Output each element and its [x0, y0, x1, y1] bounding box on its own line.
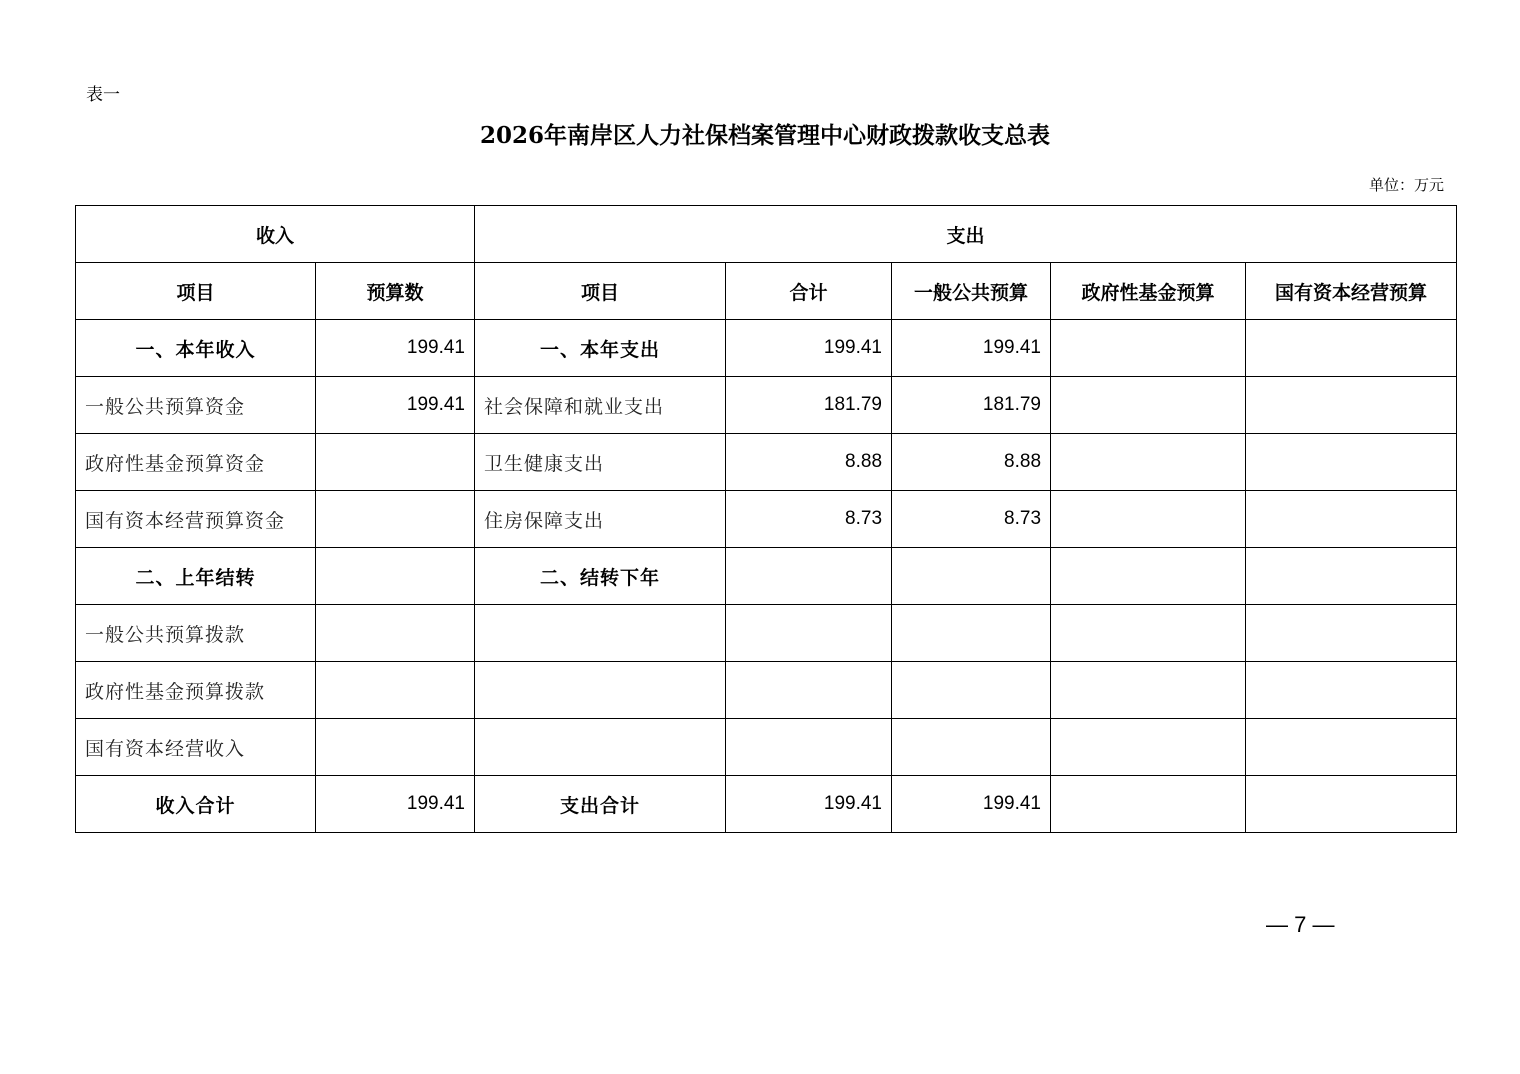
expense-general: 199.41	[892, 776, 1051, 833]
expense-general	[892, 662, 1051, 719]
expense-total	[726, 548, 892, 605]
expense-capital	[1246, 320, 1457, 377]
header-income-item: 项目	[76, 263, 316, 320]
expense-general	[892, 719, 1051, 776]
expense-capital	[1246, 491, 1457, 548]
unit-label: 单位：万元	[1368, 176, 1444, 194]
expense-capital	[1246, 776, 1457, 833]
income-item: 一般公共预算拨款	[76, 605, 316, 662]
expense-general: 199.41	[892, 320, 1051, 377]
expense-total: 8.88	[726, 434, 892, 491]
expense-capital	[1246, 719, 1457, 776]
expense-capital	[1246, 605, 1457, 662]
page-number: — 7 —	[1266, 912, 1335, 937]
table-row	[76, 719, 1457, 776]
expense-capital	[1246, 434, 1457, 491]
expense-fund	[1051, 434, 1246, 491]
expense-total-label: 支出合计	[475, 776, 726, 833]
table-row	[76, 377, 1457, 434]
budget-table	[75, 205, 1457, 833]
expense-item: 卫生健康支出	[475, 434, 726, 491]
expense-total	[726, 605, 892, 662]
expense-item: 二、结转下年	[475, 548, 726, 605]
totals-row	[76, 776, 1457, 833]
table-row	[76, 605, 1457, 662]
expense-fund	[1051, 605, 1246, 662]
table-row	[76, 434, 1457, 491]
header-row-1	[76, 206, 1457, 263]
expense-fund	[1051, 719, 1246, 776]
expense-fund	[1051, 662, 1246, 719]
expense-fund	[1051, 776, 1246, 833]
expense-total: 199.41	[726, 776, 892, 833]
page-title: 2026年南岸区人力社保档案管理中心财政拨款收支总表	[479, 122, 1050, 149]
expense-fund	[1051, 491, 1246, 548]
table-row	[76, 320, 1457, 377]
table-row	[76, 662, 1457, 719]
income-amount	[316, 662, 475, 719]
expense-general	[892, 605, 1051, 662]
expense-general: 8.73	[892, 491, 1051, 548]
income-item: 政府性基金预算拨款	[76, 662, 316, 719]
expense-general	[892, 548, 1051, 605]
income-total-label: 收入合计	[76, 776, 316, 833]
header-row-2	[76, 263, 1457, 320]
expense-general: 181.79	[892, 377, 1051, 434]
income-amount	[316, 434, 475, 491]
expense-total	[726, 719, 892, 776]
income-item: 国有资本经营收入	[76, 719, 316, 776]
income-amount: 199.41	[316, 377, 475, 434]
income-item: 国有资本经营预算资金	[76, 491, 316, 548]
header-gov-fund: 政府性基金预算	[1051, 263, 1246, 320]
expense-item: 住房保障支出	[475, 491, 726, 548]
expense-capital	[1246, 662, 1457, 719]
expense-item	[475, 662, 726, 719]
income-item: 政府性基金预算资金	[76, 434, 316, 491]
income-amount	[316, 719, 475, 776]
income-amount	[316, 605, 475, 662]
expense-fund	[1051, 377, 1246, 434]
expense-general: 8.88	[892, 434, 1051, 491]
expense-fund	[1051, 548, 1246, 605]
header-state-capital: 国有资本经营预算	[1246, 263, 1457, 320]
header-general-public: 一般公共预算	[892, 263, 1051, 320]
expense-total	[726, 662, 892, 719]
header-total: 合计	[726, 263, 892, 320]
expense-item: 一、本年支出	[475, 320, 726, 377]
table-row	[76, 491, 1457, 548]
expense-item	[475, 719, 726, 776]
income-amount	[316, 491, 475, 548]
header-budget-amount: 预算数	[316, 263, 475, 320]
income-amount: 199.41	[316, 320, 475, 377]
table-label: 表一	[86, 85, 120, 105]
expense-total: 181.79	[726, 377, 892, 434]
expense-capital	[1246, 548, 1457, 605]
header-expense: 支出	[475, 206, 1457, 263]
expense-capital	[1246, 377, 1457, 434]
expense-total: 199.41	[726, 320, 892, 377]
expense-total: 8.73	[726, 491, 892, 548]
header-expense-item: 项目	[475, 263, 726, 320]
income-item: 一般公共预算资金	[76, 377, 316, 434]
income-amount	[316, 548, 475, 605]
income-item: 一、本年收入	[76, 320, 316, 377]
income-item: 二、上年结转	[76, 548, 316, 605]
expense-fund	[1051, 320, 1246, 377]
expense-item: 社会保障和就业支出	[475, 377, 726, 434]
income-total-amount: 199.41	[316, 776, 475, 833]
header-income: 收入	[76, 206, 475, 263]
expense-item	[475, 605, 726, 662]
table-row	[76, 548, 1457, 605]
